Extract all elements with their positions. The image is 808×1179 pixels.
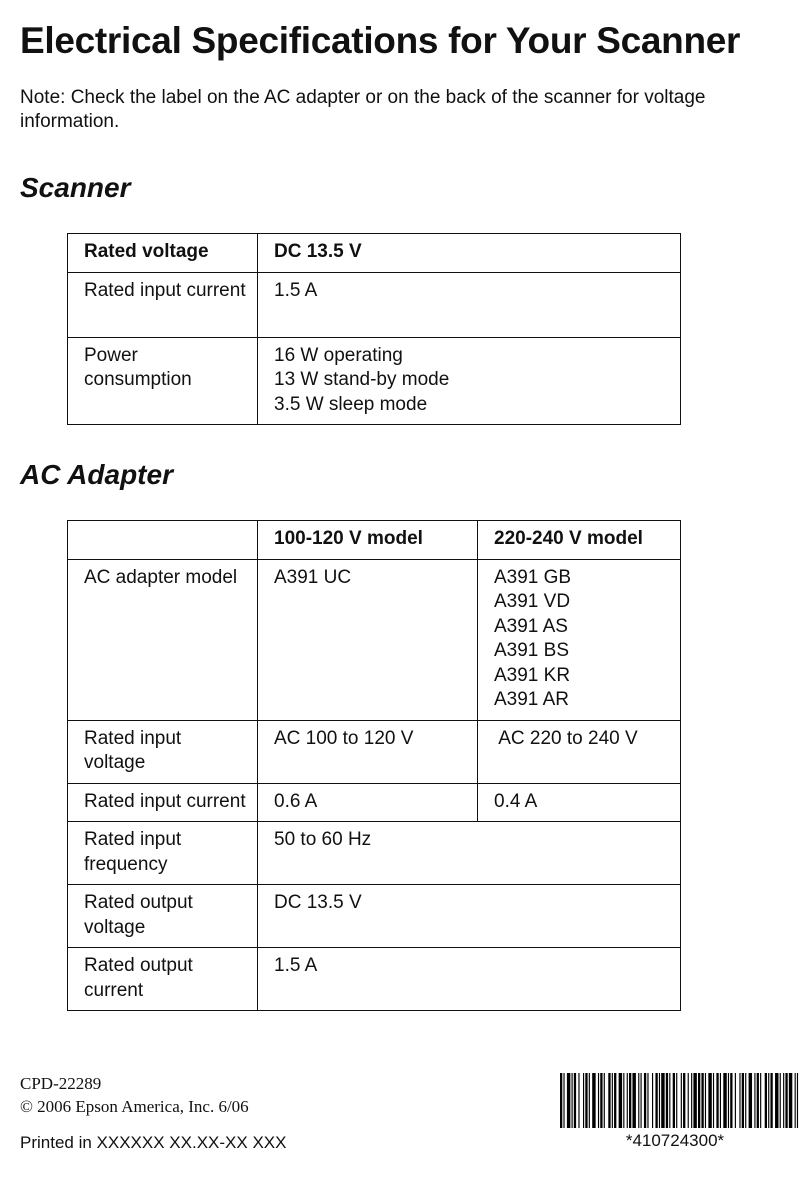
barcode-bar [574, 1073, 576, 1128]
row-label-cell: Rated input current [68, 272, 258, 337]
row-value-cell [258, 272, 681, 337]
barcode-bar [666, 1073, 668, 1128]
barcode-bar [789, 1073, 792, 1128]
barcode-bar [716, 1073, 718, 1128]
value-line: A391 AR [494, 689, 569, 710]
barcode-bar [720, 1073, 721, 1128]
barcode-bar [572, 1073, 573, 1128]
barcode-bar [585, 1073, 587, 1128]
value-line: 1.5 A [274, 279, 318, 301]
barcode-bar [673, 1073, 675, 1128]
barcode-bar [681, 1073, 682, 1128]
barcode-bar [661, 1073, 664, 1128]
barcode-bar [739, 1073, 740, 1128]
barcode-bar [783, 1073, 784, 1128]
row-value-cell: AC 220 to 240 V [478, 720, 681, 783]
barcode-bar [797, 1073, 798, 1128]
row-value-cell: 0.4 A [478, 783, 681, 822]
barcode-bar [641, 1073, 642, 1128]
table-row [68, 948, 681, 1011]
barcode-bar [638, 1073, 639, 1128]
row-value-cell: 50 to 60 Hz [258, 822, 681, 885]
barcode-bar [647, 1073, 648, 1128]
barcode-bar [652, 1073, 653, 1128]
value-line: A391 VD [494, 591, 571, 612]
barcode-bar [713, 1073, 714, 1128]
barcode-bar [691, 1073, 692, 1128]
barcode-bar [567, 1073, 570, 1128]
row-label-cell: Rated input frequency [68, 822, 258, 885]
ac-adapter-spec-table [67, 520, 681, 1011]
value-line: A391 AS [494, 615, 568, 637]
header-value-cell: DC 13.5 V [258, 234, 681, 273]
barcode-bar [705, 1073, 706, 1128]
scanner-heading: Scanner [20, 172, 131, 203]
row-label-cell: Power consumption [68, 337, 258, 425]
table-header-row [68, 521, 681, 560]
value-line: A391 KR [494, 664, 571, 686]
row-label-cell: AC adapter model [68, 559, 258, 720]
table-row [68, 885, 681, 948]
barcode-bar [708, 1073, 711, 1128]
header-label-cell: Rated voltage [68, 234, 258, 273]
document-code: CPD-22289 [20, 1074, 102, 1093]
barcode-bar [560, 1073, 562, 1128]
page-title: Electrical Specifications for Your Scanner [20, 20, 741, 61]
table-row [68, 783, 681, 822]
barcode-bar [742, 1073, 744, 1128]
column-header: 100-120 V model [258, 521, 478, 560]
row-value-cell: AC 100 to 120 V [258, 720, 478, 783]
column-header [68, 521, 258, 560]
barcode-bar [614, 1073, 616, 1128]
copyright-line: © 2006 Epson America, Inc. 6/06 [20, 1097, 249, 1116]
table-row [68, 272, 681, 337]
barcode-bar [754, 1073, 755, 1128]
barcode-bar [698, 1073, 700, 1128]
barcode-bar [683, 1073, 685, 1128]
column-header: 220-240 V model [478, 521, 681, 560]
barcode-bar [770, 1073, 772, 1128]
barcode-bar [612, 1073, 613, 1128]
document-code-block [20, 1072, 249, 1118]
value-line: 16 W operating [274, 344, 403, 366]
barcode-bar [768, 1073, 769, 1128]
barcode-bar [669, 1073, 670, 1128]
row-value-cell [478, 559, 681, 720]
row-label-cell: Rated output voltage [68, 885, 258, 948]
barcode-bar [600, 1073, 602, 1128]
printed-in-line: Printed in XXXXXX XX.XX-XX XXX [20, 1133, 287, 1152]
scanner-spec-table [67, 233, 681, 425]
barcode-bar [578, 1073, 579, 1128]
barcode-bar [757, 1073, 759, 1128]
value-line: A391 GB [494, 566, 572, 588]
table-row [68, 720, 681, 783]
barcode-bar [627, 1073, 628, 1128]
row-value-cell: 1.5 A [258, 948, 681, 1011]
barcode-bar [604, 1073, 605, 1128]
barcode-bar [795, 1073, 796, 1128]
barcode-bar [619, 1073, 622, 1128]
row-label-cell: Rated input current [68, 783, 258, 822]
barcode-bar [676, 1073, 677, 1128]
barcode-bar [589, 1073, 590, 1128]
row-label-cell: Rated output current [68, 948, 258, 1011]
barcode-bar [688, 1073, 689, 1128]
barcode-number: *410724300* [625, 1131, 725, 1150]
ac-adapter-heading: AC Adapter [20, 459, 173, 490]
barcode-bar [701, 1073, 703, 1128]
barcode-bar [608, 1073, 610, 1128]
value-line: 13 W stand-by mode [274, 369, 450, 390]
table-row [68, 337, 681, 425]
barcode-bar [583, 1073, 584, 1128]
table-row [68, 822, 681, 885]
barcode-bar [623, 1073, 624, 1128]
barcode-bar [728, 1073, 729, 1128]
barcode-bar [693, 1073, 696, 1128]
barcode-bar [563, 1073, 564, 1128]
barcode-bar [592, 1073, 595, 1128]
barcode-bar [629, 1073, 631, 1128]
row-value-cell: DC 13.5 V [258, 885, 681, 948]
barcode-bar [723, 1073, 726, 1128]
table-row [68, 559, 681, 720]
barcode-bar [745, 1073, 746, 1128]
barcode-bar [780, 1073, 781, 1128]
value-line: A391 BS [494, 640, 569, 661]
table-row [68, 234, 681, 273]
row-label-cell: Rated input voltage [68, 720, 258, 783]
barcode-bar [655, 1073, 657, 1128]
barcode-bar [735, 1073, 736, 1128]
barcode-bar [598, 1073, 599, 1128]
value-line: 3.5 W sleep mode [274, 393, 428, 415]
barcode-bar [659, 1073, 660, 1128]
barcode-bar [730, 1073, 732, 1128]
voltage-note: Note: Check the label on the AC adapter or on the back of the scanner for voltage information. [20, 87, 706, 132]
barcode-image [560, 1073, 800, 1128]
barcode-bar [644, 1073, 646, 1128]
barcode-bar [765, 1073, 767, 1128]
barcode-bar [775, 1073, 778, 1128]
barcode-bar [749, 1073, 752, 1128]
barcode-bar [632, 1073, 635, 1128]
barcode-bar [785, 1073, 787, 1128]
row-value-cell: 0.6 A [258, 783, 478, 822]
row-value-cell [258, 337, 681, 425]
row-value-cell: A391 UC [258, 559, 478, 720]
barcode-bar [760, 1073, 761, 1128]
